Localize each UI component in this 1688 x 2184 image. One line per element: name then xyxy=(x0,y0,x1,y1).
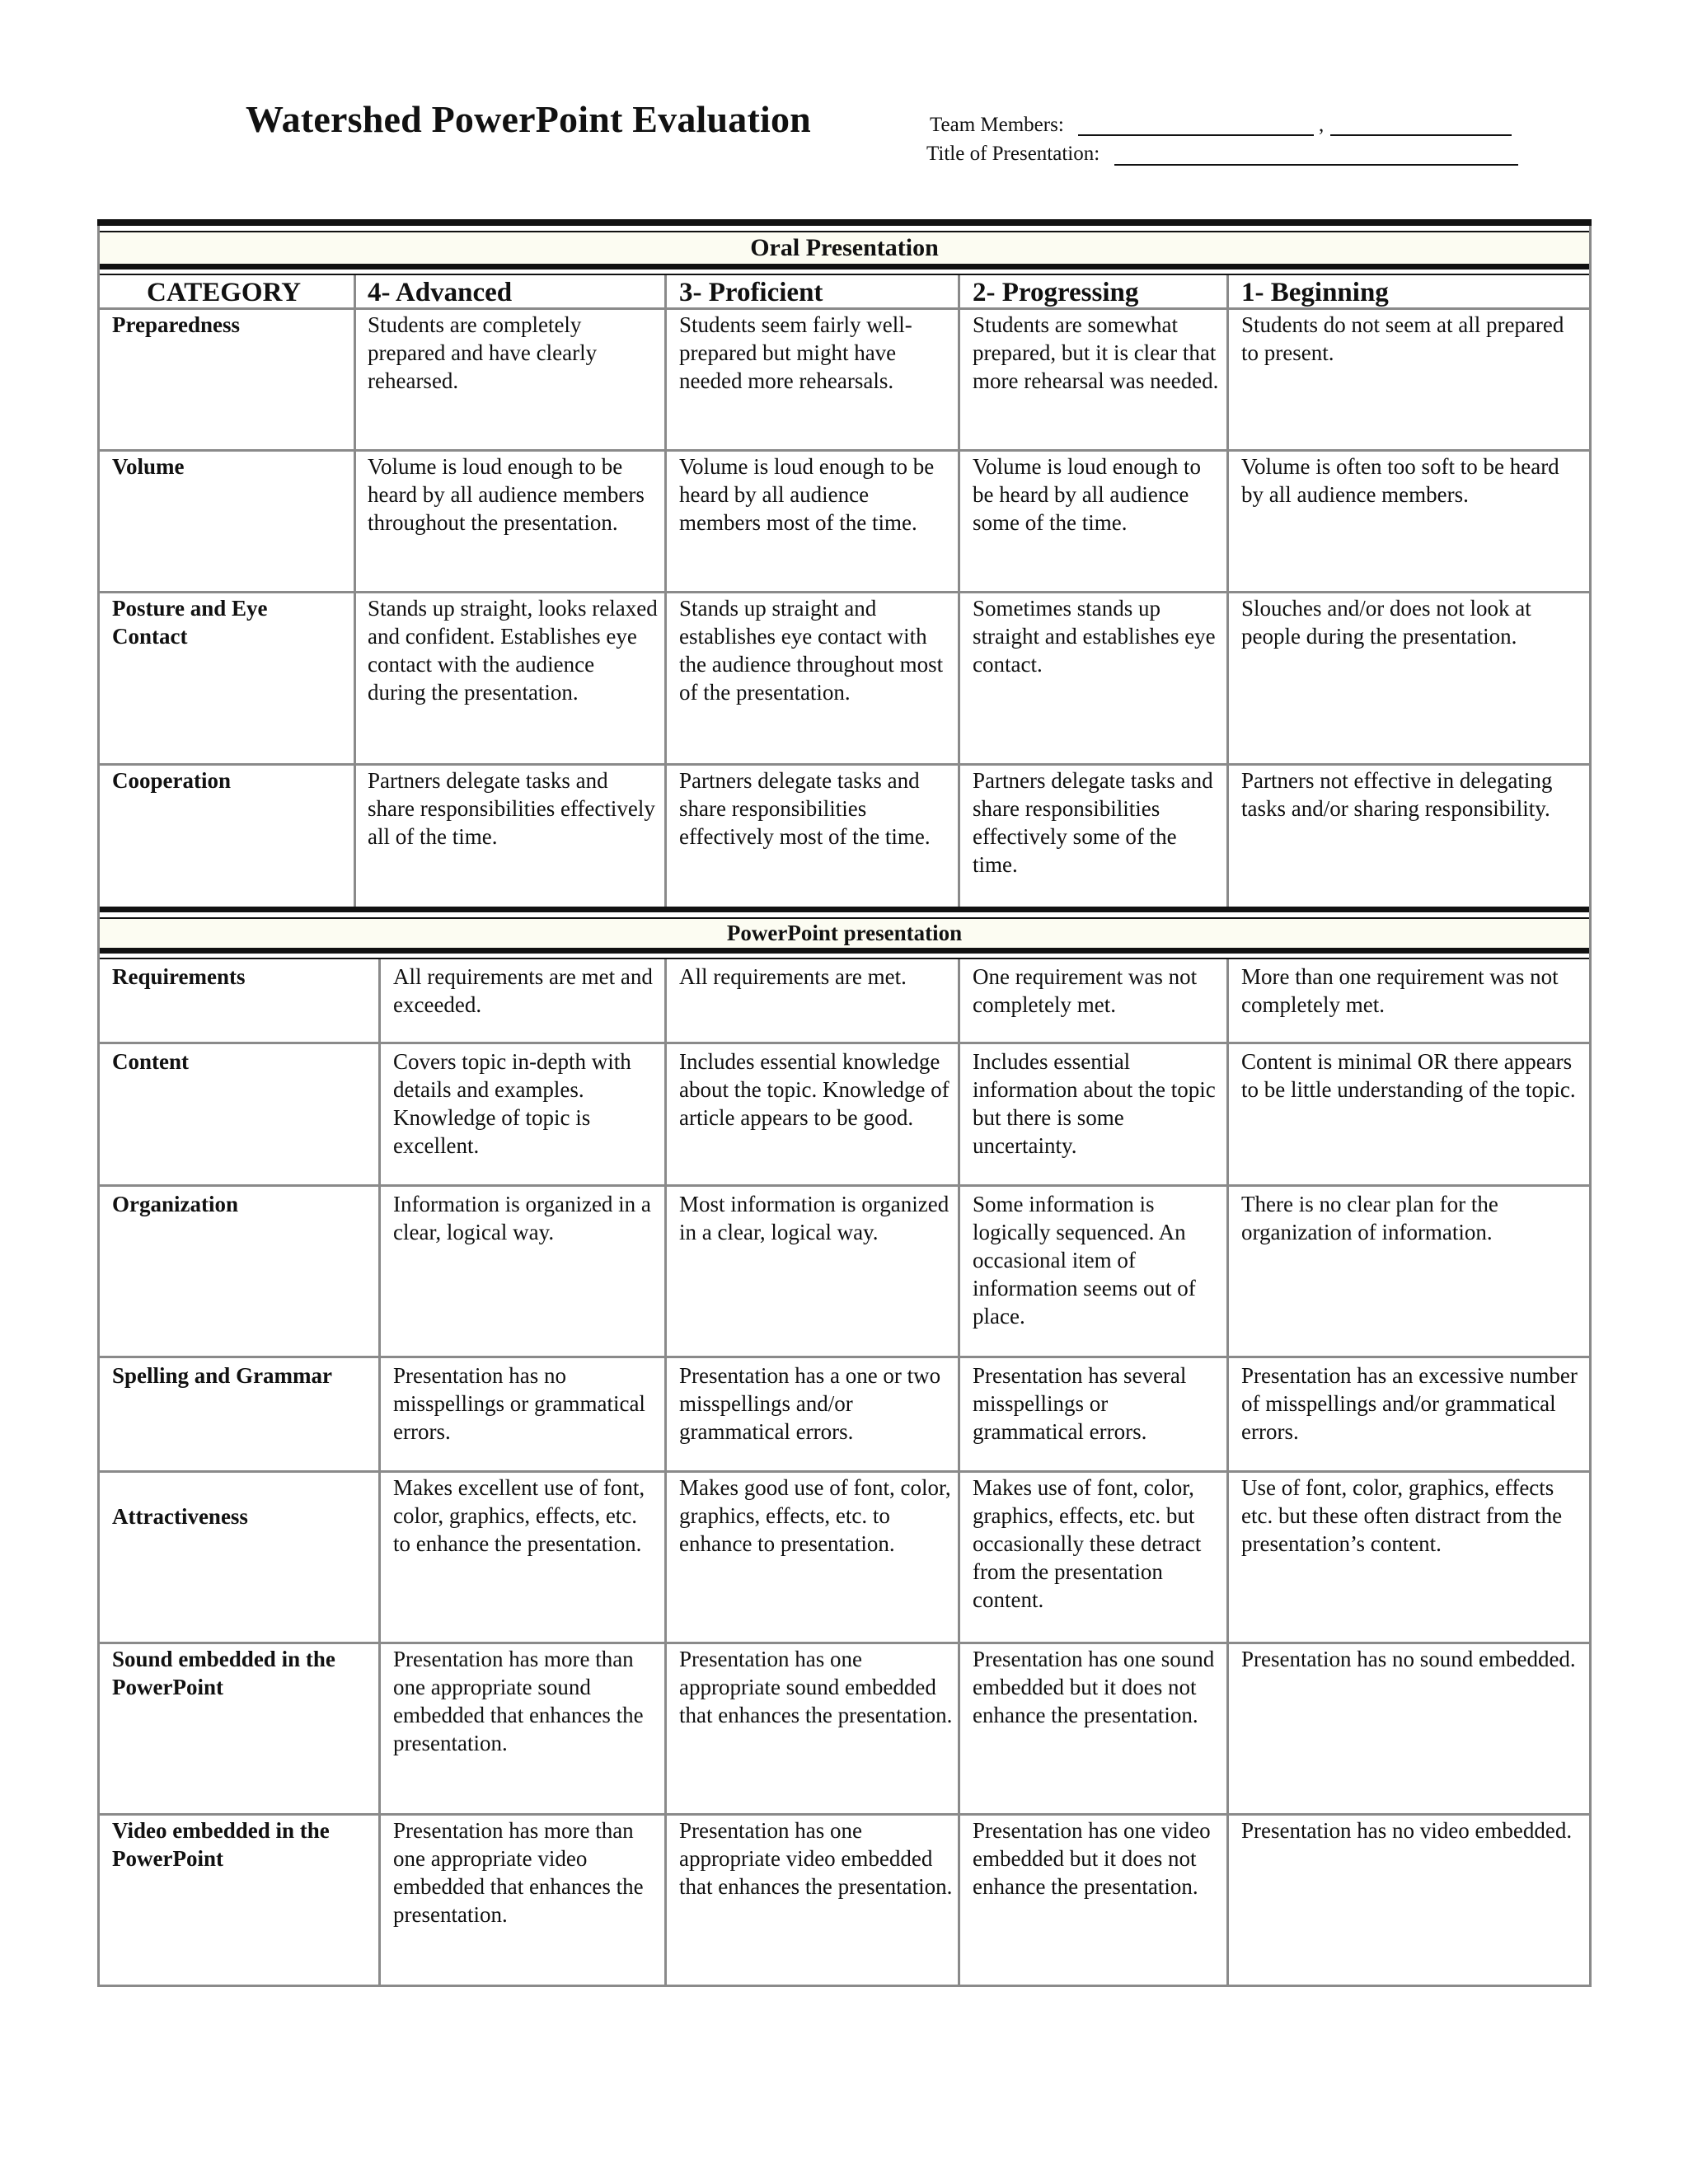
oral-title-rule xyxy=(97,264,1592,269)
rubric-cell: Partners delegate tasks and share responsibilities effectively all of the time. xyxy=(368,768,655,849)
rubric-cell: Presentation has no sound embedded. xyxy=(1241,1647,1576,1671)
rubric-cell: Some information is logically sequenced. An occasional item of information seems out of place. xyxy=(973,1192,1196,1329)
powerpoint-section-title: PowerPoint presentation xyxy=(100,919,1589,948)
row-divider xyxy=(97,1470,1592,1473)
section-divider xyxy=(97,907,1592,912)
row-divider xyxy=(97,1042,1592,1044)
rubric-cell: Presentation has no misspellings or grammatical errors. xyxy=(393,1363,645,1444)
team-members-label: Team Members: xyxy=(930,114,1064,136)
column-divider xyxy=(354,275,356,907)
category-cell: Attractiveness xyxy=(112,1504,248,1529)
rubric-cell: Use of font, color, graphics, effects etc. but these often distract from the presentation’s content. xyxy=(1241,1475,1563,1556)
row-divider xyxy=(97,1356,1592,1358)
team-members-separator: , xyxy=(1319,114,1325,136)
rubric-cell: Partners delegate tasks and share responsibilities effectively some of the time. xyxy=(973,768,1213,877)
row-divider xyxy=(97,1813,1592,1816)
page-title: Watershed PowerPoint Evaluation xyxy=(246,98,811,140)
category-cell: Cooperation xyxy=(112,768,231,793)
oral-section-title: Oral Presentation xyxy=(100,232,1589,264)
team-member-1-field[interactable] xyxy=(1078,134,1314,136)
rubric-cell: Presentation has more than one appropriate video embedded that enhances the presentation. xyxy=(393,1818,644,1927)
column-divider xyxy=(958,959,960,1985)
rubric-cell: Stands up straight and establishes eye contact with the audience throughout most of the presentation. xyxy=(679,596,944,705)
rubric-cell: Volume is loud enough to be heard by all audience members throughout the presentation. xyxy=(368,454,645,535)
column-divider xyxy=(664,959,667,1985)
table-right-border xyxy=(1589,226,1592,1987)
header-beginning: 1- Beginning xyxy=(1241,278,1389,307)
rubric-cell: Partners delegate tasks and share responsibilities effectively most of the time. xyxy=(679,768,931,849)
table-top-rule xyxy=(97,219,1592,226)
rubric-cell: Partners not effective in delegating tasks and/or sharing responsibility. xyxy=(1241,768,1553,821)
row-divider xyxy=(97,591,1592,593)
table-bottom-border xyxy=(97,1985,1592,1987)
row-divider xyxy=(97,449,1592,452)
ppt-title-rule-thin xyxy=(97,958,1592,959)
header-progressing: 2- Progressing xyxy=(973,278,1139,307)
category-cell: Preparedness xyxy=(112,312,240,337)
rubric-cell: All requirements are met. xyxy=(679,964,907,989)
table-left-border xyxy=(97,226,100,1987)
rubric-cell: Volume is loud enough to be heard by all audience members most of the time. xyxy=(679,454,935,535)
rubric-cell: Presentation has several misspellings or grammatical errors. xyxy=(973,1363,1187,1444)
rubric-cell: Presentation has one appropriate video embedded that enhances the presentation. xyxy=(679,1818,953,1899)
category-cell: Sound embedded in the PowerPoint xyxy=(112,1647,335,1699)
rubric-cell: Volume is loud enough to be heard by all audience some of the time. xyxy=(973,454,1202,535)
ppt-title-rule xyxy=(97,948,1592,954)
category-cell: Posture and Eye Contact xyxy=(112,596,268,649)
rubric-cell: Presentation has an excessive number of misspellings and/or grammatical errors. xyxy=(1241,1363,1578,1444)
presentation-title-label: Title of Presentation: xyxy=(926,143,1100,165)
rubric-cell: Students are completely prepared and have clearly rehearsed. xyxy=(368,312,598,393)
category-cell: Content xyxy=(112,1049,189,1074)
column-divider xyxy=(1226,959,1229,1985)
team-member-2-field[interactable] xyxy=(1330,134,1512,136)
rubric-cell: Volume is often too soft to be heard by all audience members. xyxy=(1241,454,1559,507)
rubric-cell: Information is organized in a clear, logical way. xyxy=(393,1192,651,1244)
rubric-cell: Presentation has a one or two misspellings and/or grammatical errors. xyxy=(679,1363,941,1444)
rubric-cell: Presentation has no video embedded. xyxy=(1241,1818,1573,1843)
rubric-cell: Students are somewhat prepared, but it is clear that more rehearsal was needed. xyxy=(973,312,1219,393)
column-divider xyxy=(378,959,381,1985)
rubric-cell: Covers topic in-depth with details and examples. Knowledge of topic is excellent. xyxy=(393,1049,631,1158)
category-cell: Volume xyxy=(112,454,185,479)
rubric-cell: Stands up straight, looks relaxed and confident. Establishes eye contact with the audience during the presentation. xyxy=(368,596,658,705)
category-cell: Organization xyxy=(112,1192,238,1216)
rubric-cell: More than one requirement was not completely met. xyxy=(1241,964,1559,1017)
header-proficient: 3- Proficient xyxy=(679,278,823,307)
rubric-cell: Makes use of font, color, graphics, effects, etc. but occasionally these detract from the presentation content. xyxy=(973,1475,1202,1612)
row-divider xyxy=(97,1184,1592,1187)
rubric-cell: Presentation has one sound embedded but it does not enhance the presentation. xyxy=(973,1647,1215,1727)
column-divider xyxy=(664,275,667,907)
rubric-cell: All requirements are met and exceeded. xyxy=(393,964,653,1017)
rubric-cell: Makes good use of font, color, graphics, effects, etc. to enhance to presentation. xyxy=(679,1475,951,1556)
presentation-title-field[interactable] xyxy=(1114,164,1518,166)
rubric-cell: Presentation has one video embedded but it does not enhance the presentation. xyxy=(973,1818,1211,1899)
rubric-cell: Presentation has one appropriate sound embedded that enhances the presentation. xyxy=(679,1647,953,1727)
category-cell: Requirements xyxy=(112,964,246,989)
header-advanced: 4- Advanced xyxy=(368,278,513,307)
rubric-cell: Students seem fairly well-prepared but might have needed more rehearsals. xyxy=(679,312,912,393)
row-divider xyxy=(97,1642,1592,1644)
rubric-cell: Most information is organized in a clear, logical way. xyxy=(679,1192,950,1244)
rubric-cell: Makes excellent use of font, color, graphics, effects, etc. to enhance the presentation. xyxy=(393,1475,645,1556)
header-category: CATEGORY xyxy=(147,278,302,307)
rubric-cell: There is no clear plan for the organization of information. xyxy=(1241,1192,1498,1244)
rubric-cell: Includes essential knowledge about the topic. Knowledge of article appears to be good. xyxy=(679,1049,950,1130)
category-cell: Video embedded in the PowerPoint xyxy=(112,1818,330,1871)
rubric-cell: Presentation has more than one appropriate sound embedded that enhances the presentation. xyxy=(393,1647,644,1755)
rubric-cell: One requirement was not completely met. xyxy=(973,964,1198,1017)
rubric-cell: Slouches and/or does not look at people during the presentation. xyxy=(1241,596,1531,649)
column-divider xyxy=(958,275,960,907)
rubric-cell: Includes essential information about the topic but there is some uncertainty. xyxy=(973,1049,1216,1158)
column-divider xyxy=(1226,275,1229,907)
rubric-cell: Students do not seem at all prepared to present. xyxy=(1241,312,1564,365)
category-cell: Spelling and Grammar xyxy=(112,1363,333,1388)
rubric-cell: Content is minimal OR there appears to be little understanding of the topic. xyxy=(1241,1049,1576,1102)
row-divider xyxy=(97,763,1592,766)
rubric-cell: Sometimes stands up straight and establishes eye contact. xyxy=(973,596,1216,677)
